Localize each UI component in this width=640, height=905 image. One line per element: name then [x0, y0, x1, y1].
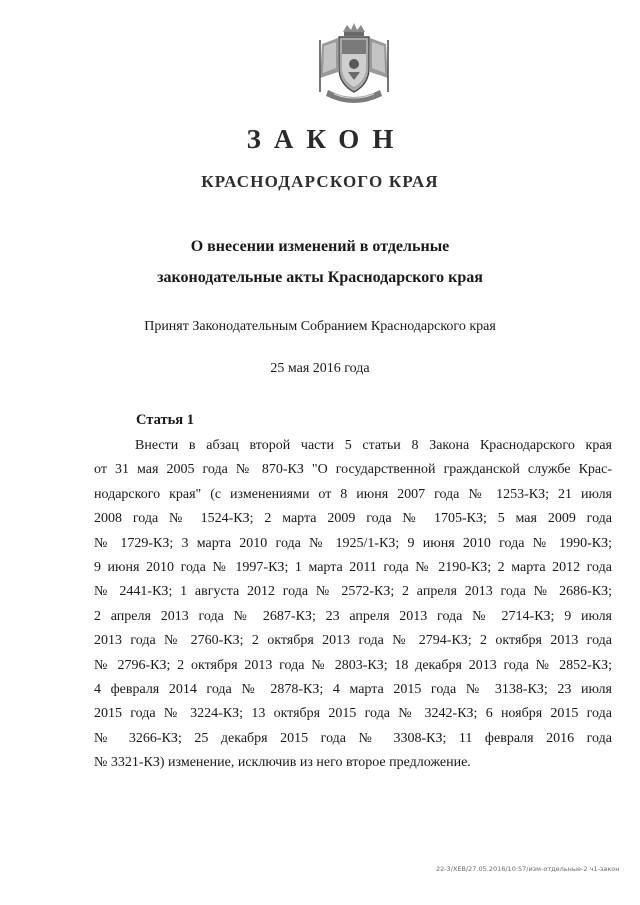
article-line: 4 февраля 2014 года № 2878-КЗ; 4 марта 2015 года № 3138-КЗ; 23 июля	[94, 681, 612, 697]
article-line: 2008 года № 1524-КЗ; 2 марта 2009 года № 1705-КЗ; 5 мая 2009 года	[94, 511, 612, 527]
footer-document-code: 22-3/XEB/27.05.2016/10:57/изм-отдельные-2 ч1-закон	[436, 865, 620, 873]
adoption-date: 25 мая 2016 года	[270, 361, 370, 376]
article-body	[94, 434, 612, 775]
article-line: нодарского края" (с изменениями от 8 июня 2007 года № 1253-КЗ; 21 июля	[94, 486, 612, 502]
article-line: № 3266-КЗ; 25 декабря 2015 года № 3308-КЗ; 11 февраля 2016 года	[94, 730, 612, 746]
law-title: ЗАКОН	[246, 124, 407, 154]
article-line: 9 июня 2010 года № 1997-КЗ; 1 марта 2011 года № 2190-КЗ; 2 марта 2012 года	[94, 559, 612, 575]
adoption-statement: Принят Законодательным Собранием Краснодарского края	[144, 319, 496, 334]
krasnodar-coat-of-arms-icon	[292, 22, 416, 108]
article-line: от 31 мая 2005 года № 870-КЗ "О государственной гражданской службе Крас-	[94, 462, 612, 478]
article-line: № 1729-КЗ; 3 марта 2010 года № 1925/1-КЗ; 9 июня 2010 года № 1990-КЗ;	[94, 535, 612, 551]
article-line: 2 апреля 2013 года № 2687-КЗ; 23 апреля 2013 года № 2714-КЗ; 9 июля	[94, 608, 612, 624]
article-heading: Статья 1	[136, 412, 194, 428]
article-line: № 3321-КЗ) изменение, исключив из него второе предложение.	[94, 755, 471, 771]
region-heading: КРАСНОДАРСКОГО КРАЯ	[201, 172, 439, 191]
law-subject-line: законодательные акты Краснодарского края	[157, 269, 483, 286]
law-subject	[0, 231, 640, 293]
article-line: 2013 года № 2760-КЗ; 2 октября 2013 года № 2794-КЗ; 2 октября 2013 года	[94, 633, 612, 649]
article-line: Внести в абзац второй части 5 статьи 8 Закона Краснодарского края	[135, 438, 612, 453]
article-line: 2015 года № 3224-КЗ; 13 октября 2015 года № 3242-КЗ; 6 ноября 2015 года	[94, 706, 612, 722]
article-line: № 2796-КЗ; 2 октября 2013 года № 2803-КЗ; 18 декабря 2013 года № 2852-КЗ;	[94, 657, 612, 673]
law-subject-line: О внесении изменений в отдельные	[190, 238, 450, 255]
article-line: № 2441-КЗ; 1 августа 2012 года № 2572-КЗ; 2 апреля 2013 года № 2686-КЗ;	[94, 584, 612, 600]
